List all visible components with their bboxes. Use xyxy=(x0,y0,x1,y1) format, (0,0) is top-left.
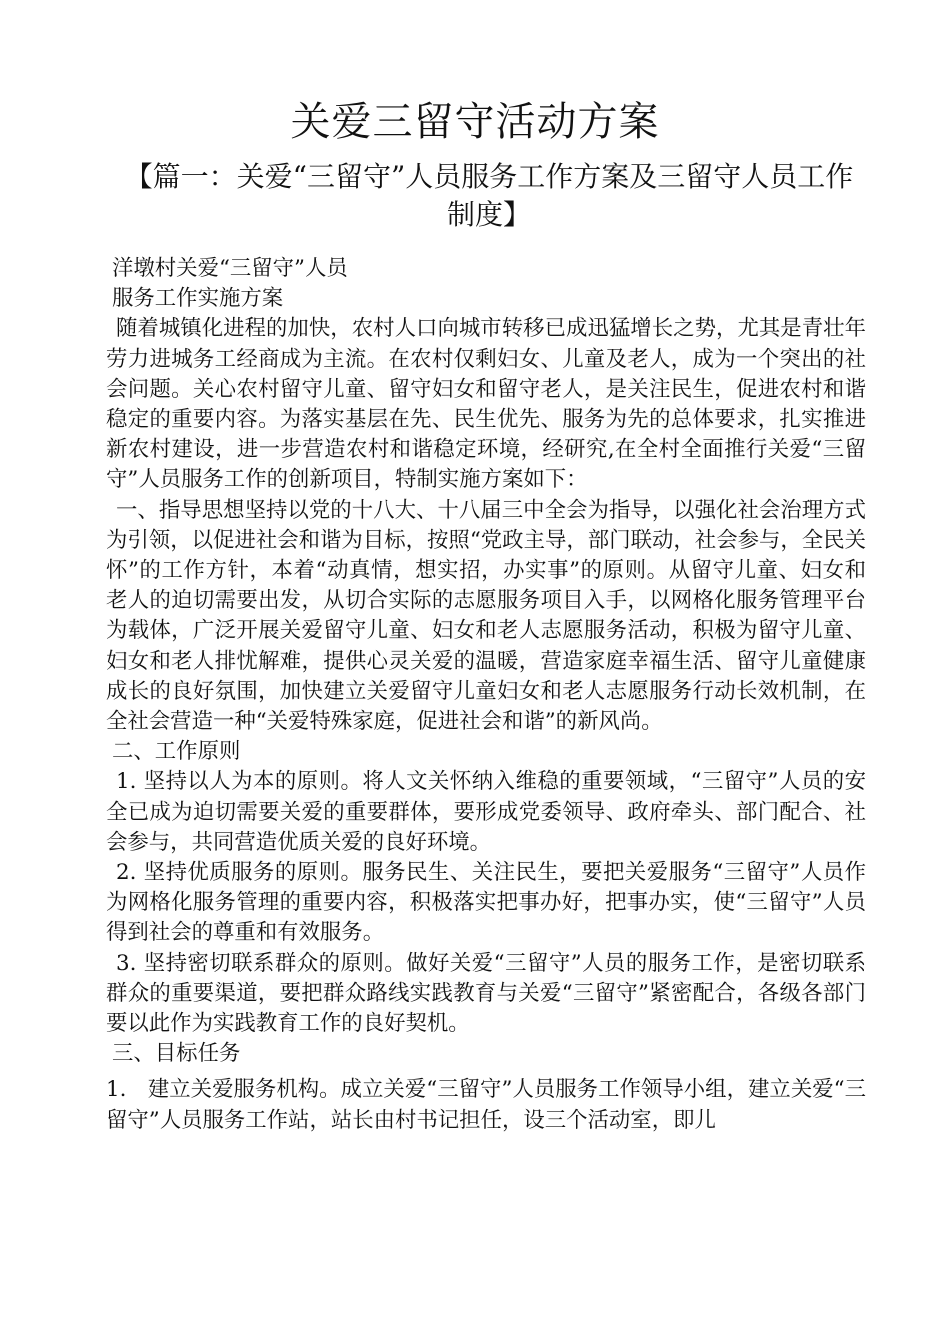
paragraph-guiding-thought: 一、指导思想坚持以党的十八大、十八届三中全会为指导，以强化社会治理方式为引领，以促进社会和谐为目标，按照“党政主导，部门联动，社会参与，全民关怀”的工作方针，本着“动真情，想实招，办实事”的原则。从留守儿童、妇女和老人的迫切需要出发，从切合实际的志愿服务项目入手，以网格化服务管理平台为载体，广泛开展关爱留守儿童、妇女和老人志愿服务活动，积极为留守儿童、妇女和老人排忧解难，提供心灵关爱的温暖，营造家庭幸福生活、留守儿童健康成长的良好氛围，加快建立关爱留守儿童妇女和老人志愿服务行动长效机制，在全社会营造一种“关爱特殊家庭，促进社会和谐”的新风尚。 xyxy=(106,497,866,735)
section-heading-goals: 三、目标任务 xyxy=(112,1041,241,1067)
paragraph-principle-3: 3. 坚持密切联系群众的原则。做好关爱“三留守”人员的服务工作，是密切联系群众的重要渠道，要把群众路线实践教育与关爱“三留守”紧密配合，各级各部门要以此作为实践教育工作的良好契机。 xyxy=(106,950,866,1037)
paragraph-principle-1: 1. 坚持以人为本的原则。将人文关怀纳入维稳的重要领域，“三留守”人员的安全已成为迫切需要关爱的重要群体，要形成党委领导、政府牵头、部门配合、社会参与，共同营造优质关爱的良好环境。 xyxy=(106,769,866,855)
paragraph-intro: 随着城镇化进程的加快，农村人口向城市转移已成迅猛增长之势，尤其是青壮年劳力进城务工经商成为主流。在农村仅剩妇女、儿童及老人，成为一个突出的社会问题。关心农村留守儿童、留守妇女和留守老人，是关注民生，促进农村和谐稳定的重要内容。为落实基层在先、民生优先、服务为先的总体要求，扎实推进新农村建设，进一步营造农村和谐稳定环境，经研究,在全村全面推行关爱“三留守”人员服务工作的创新项目，特制实施方案如下： xyxy=(106,316,866,493)
document-title: 关爱三留守活动方案 xyxy=(290,99,660,145)
document-body xyxy=(106,254,866,1136)
paragraph-heading-2: 服务工作实施方案 xyxy=(112,286,284,312)
section-heading-principles: 二、工作原则 xyxy=(112,739,241,765)
paragraph-principle-2: 2. 坚持优质服务的原则。服务民生、关注民生，要把关爱服务“三留守”人员作为网格化服务管理的重要内容，积极落实把事办好，把事办实，使“三留守”人员得到社会的尊重和有效服务。 xyxy=(106,860,866,946)
paragraph-heading-1: 洋墩村关爱“三留守”人员 xyxy=(112,256,348,281)
document-subtitle: 【篇一：关爱“三留守”人员服务工作方案及三留守人员工作制度】 xyxy=(124,160,854,231)
paragraph-goal-1: 1. 建立关爱服务机构。成立关爱“三留守”人员服务工作领导小组，建立关爱“三留守”人员服务工作站，站长由村书记担任，设三个活动室，即儿 xyxy=(106,1077,866,1133)
